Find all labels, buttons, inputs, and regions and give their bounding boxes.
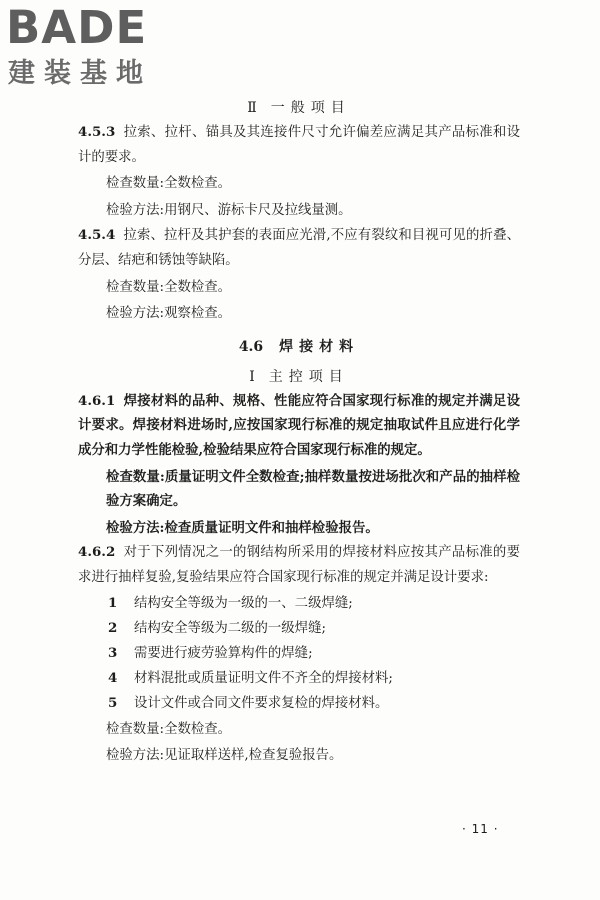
clause-number: 4.5.3 (78, 124, 116, 140)
list-item (78, 641, 520, 666)
inspection-quantity: 检查数量:质量证明文件全数检查;抽样数量按进场批次和产品的抽样检验方案确定。 (106, 468, 520, 510)
group-heading-main-control (78, 365, 520, 389)
list-item-text: 设计文件或合同文件要求复检的焊接材料。 (134, 695, 389, 711)
logo-brand: BADE (6, 1, 148, 54)
inspection-method: 检验方法:检查质量证明文件和抽样检验报告。 (106, 519, 379, 536)
list-item-number: 4 (108, 669, 118, 686)
clause-text: 焊接材料的品种、规格、性能应符合国家现行标准的规定并满足设计要求。焊接材料进场时,应按国家现行标准的规定抽取试件且应进行化学成分和力学性能检验,检验结果应符合国家现行标准的规定。 (78, 392, 520, 458)
clause-4-6-1 (78, 389, 520, 463)
list-item (78, 591, 520, 616)
clause-4-5-3 (78, 120, 520, 170)
list-item-text: 需要进行疲劳验算构件的焊缝; (134, 645, 313, 661)
list-item (78, 666, 520, 691)
list-item-text: 材料混批或质量证明文件不齐全的焊接材料; (134, 670, 393, 686)
group-title: 主控项目 (268, 368, 349, 385)
group-number: Ⅰ (249, 368, 255, 385)
list-item-number: 1 (108, 594, 118, 611)
clause-text: 对于下列情况之一的钢结构所采用的焊接材料应按其产品标准的要求进行抽样复验,复验结果应符合国家现行标准的规定并满足设计要求: (78, 545, 520, 585)
list-item (78, 691, 520, 716)
group-number: Ⅱ (247, 100, 257, 116)
list-item-number: 5 (108, 694, 118, 711)
list-item-text: 结构安全等级为二级的一级焊缝; (134, 620, 326, 636)
list-item-number: 3 (108, 644, 118, 661)
inspection-method: 检验方法:用钢尺、游标卡尺及拉线量测。 (106, 202, 352, 218)
group-title: 一般项目 (270, 100, 351, 116)
section-title: 焊接材料 (279, 338, 360, 355)
inspection-quantity: 检查数量:全数检查。 (106, 279, 232, 295)
logo-subtitle: 建装基地 (8, 58, 152, 89)
bade-logo (6, 1, 181, 92)
section-heading-4-6 (78, 335, 520, 359)
clause-4-5-4 (78, 223, 520, 273)
list-item-text: 结构安全等级为一级的一、二级焊缝; (134, 595, 353, 611)
page-body (78, 96, 520, 769)
inspection-method: 检验方法:观察检查。 (106, 306, 232, 322)
group-heading-general (78, 96, 520, 120)
list-item (78, 616, 520, 641)
section-number: 4.6 (238, 338, 264, 355)
clause-number: 4.6.2 (78, 544, 116, 561)
page-number: · 11 · (462, 822, 499, 836)
clause-number: 4.5.4 (78, 227, 116, 244)
clause-text: 拉索、拉杆、锚具及其连接件尺寸允许偏差应满足其产品标准和设计的要求。 (78, 125, 520, 165)
clause-number: 4.6.1 (78, 392, 116, 409)
inspection-quantity: 检查数量:全数检查。 (106, 721, 232, 737)
inspection-quantity: 检查数量:全数检查。 (106, 176, 232, 192)
list-item-number: 2 (108, 619, 118, 636)
clause-4-6-2 (78, 540, 520, 590)
clause-text: 拉索、拉杆及其护套的表面应光滑,不应有裂纹和目视可见的折叠、分层、结疤和锈蚀等缺陷。 (78, 228, 520, 268)
inspection-method: 检验方法:见证取样送样,检查复验报告。 (106, 748, 343, 764)
